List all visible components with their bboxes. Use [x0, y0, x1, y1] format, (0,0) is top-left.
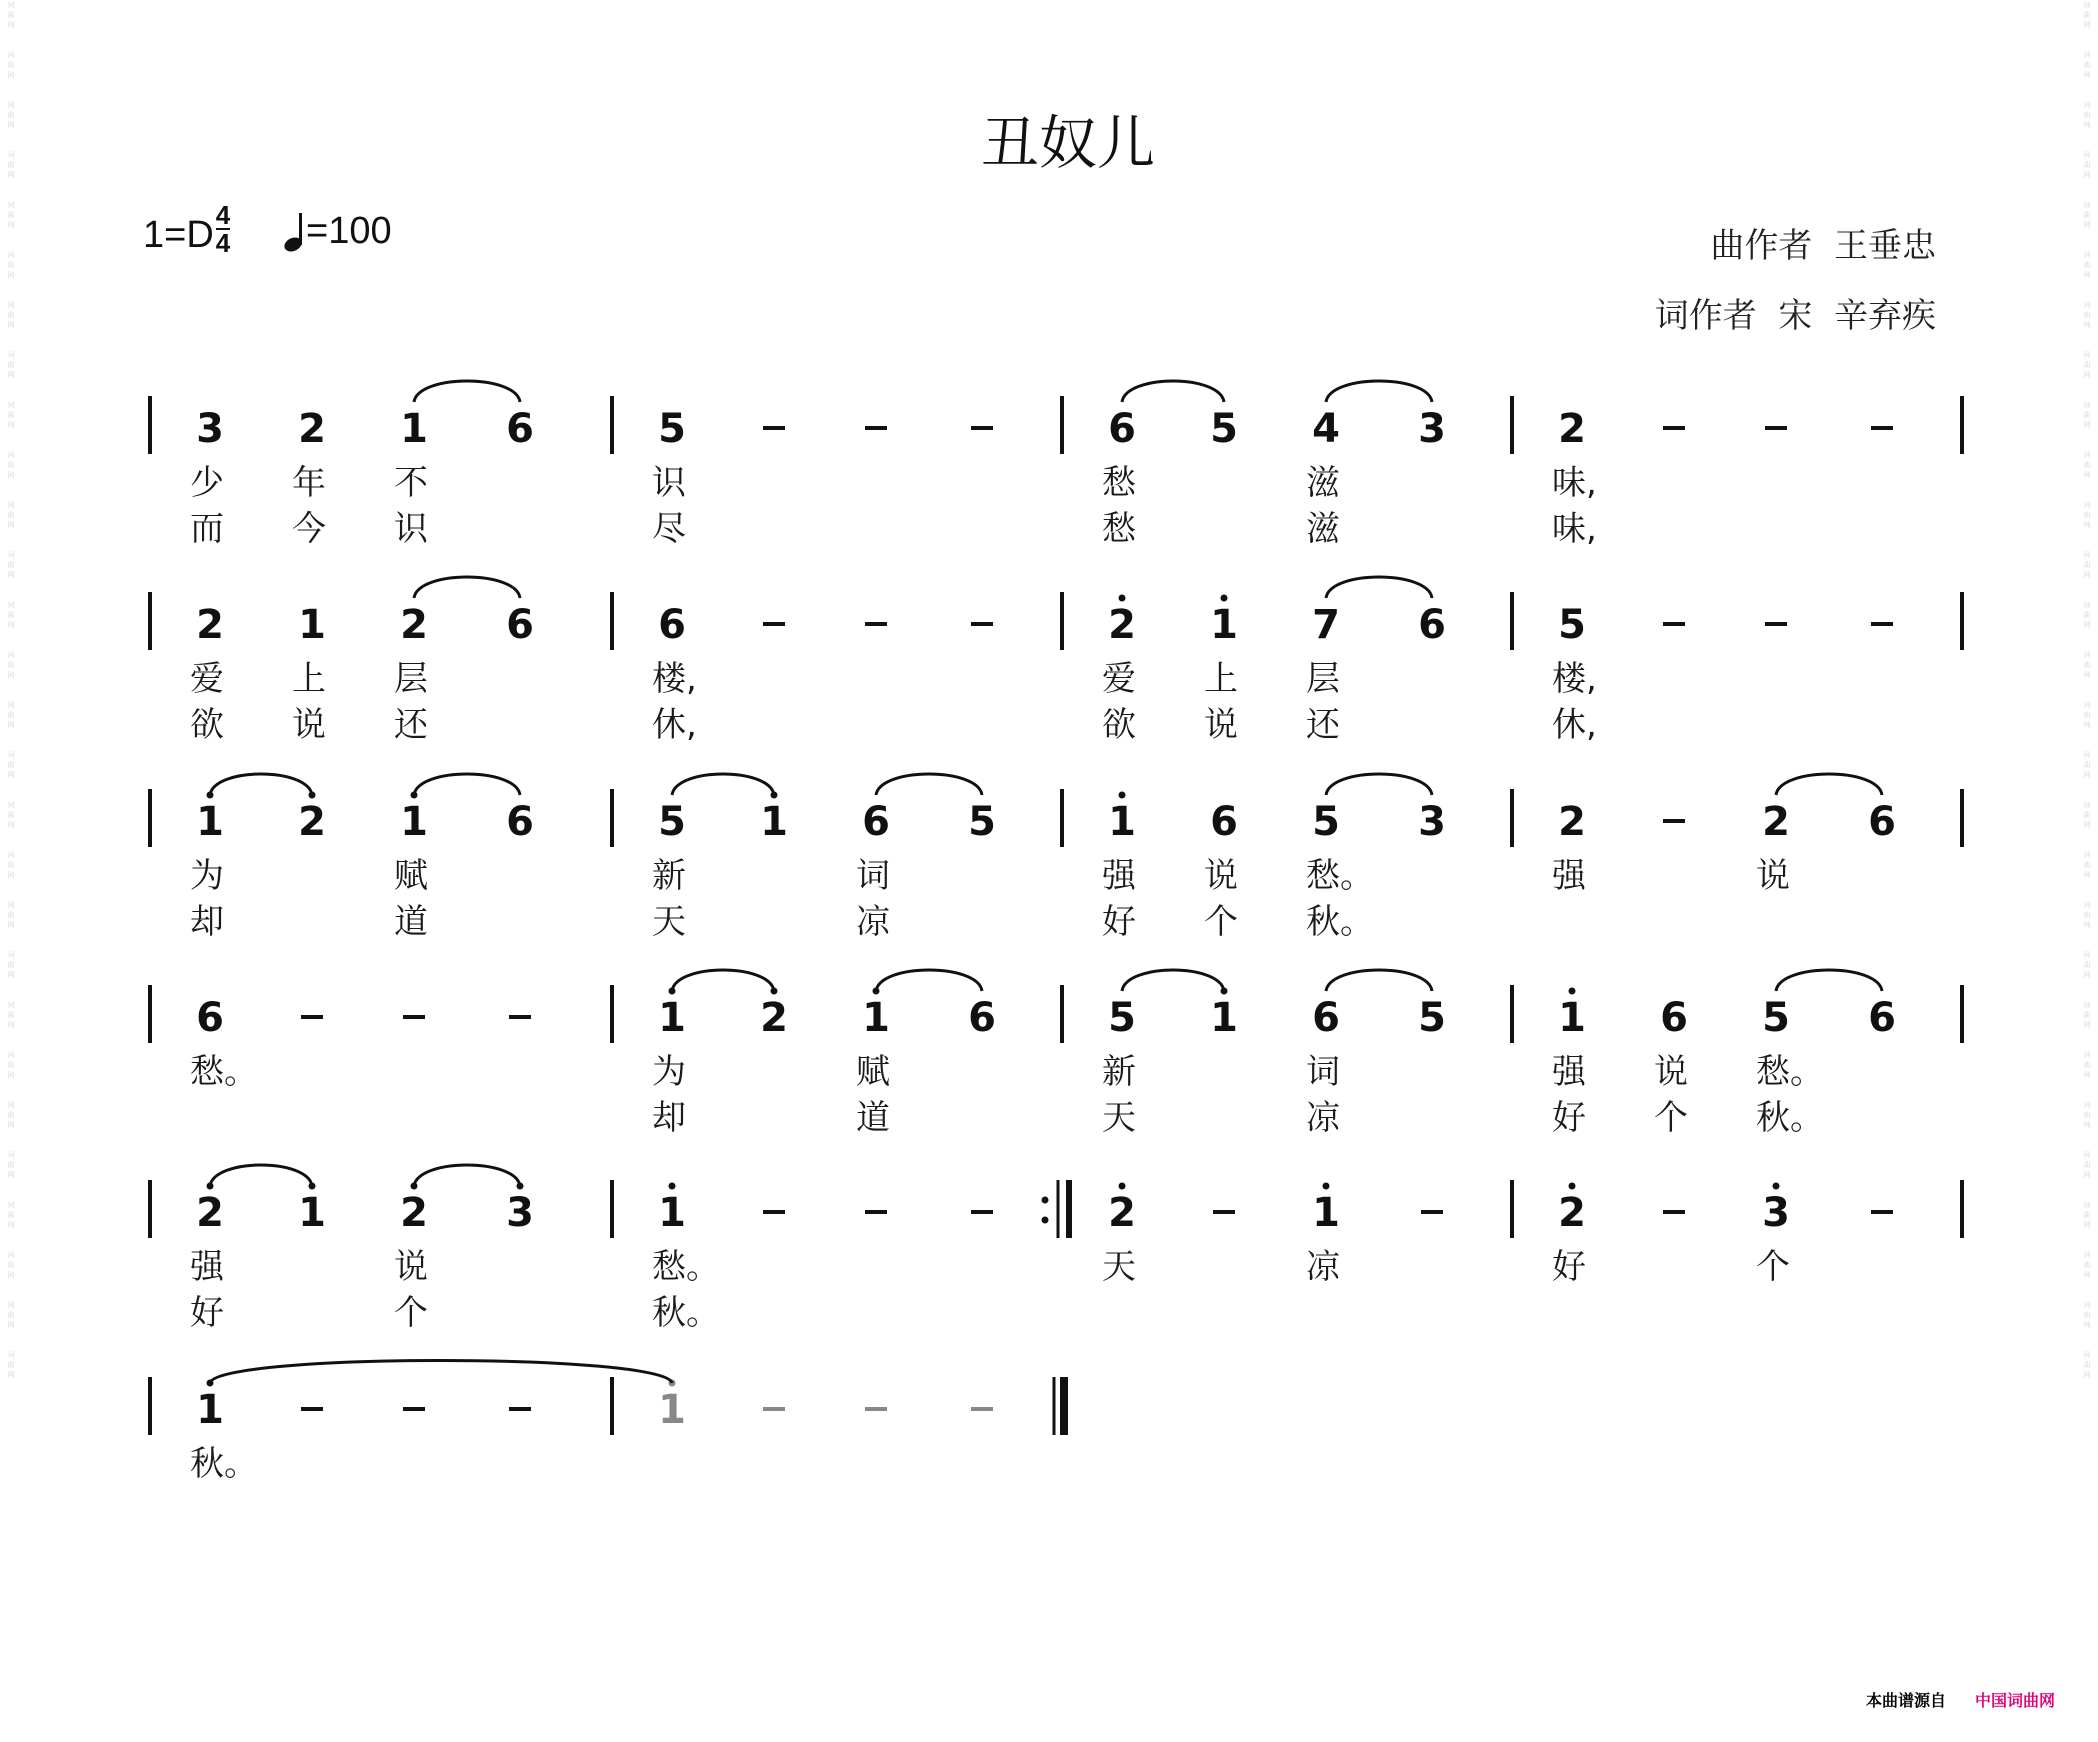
note-digit: 6: [506, 406, 534, 452]
note-digit: 6: [968, 995, 996, 1041]
lyric-char: 好: [1552, 1098, 1586, 1138]
note-digit: 1: [658, 1387, 686, 1433]
octave-dot-high: [669, 1183, 676, 1190]
note-digit: 6: [862, 799, 890, 845]
note-digit: 6: [1660, 995, 1688, 1041]
note-digit: 2: [1558, 799, 1586, 845]
lyric-char: 道: [856, 1098, 890, 1138]
note-digit: 1: [298, 1190, 326, 1236]
lyric-char: 为: [652, 1052, 686, 1092]
lyric-char: 少: [190, 463, 224, 503]
octave-dot-high: [1569, 1183, 1576, 1190]
lyric-char: 好: [1552, 1247, 1586, 1287]
lyric-char: 层: [394, 659, 428, 699]
note-digit: 2: [1762, 799, 1790, 845]
note-digit: 1: [196, 799, 224, 845]
note-digit: 5: [658, 799, 686, 845]
lyric-char: 秋。: [190, 1444, 258, 1484]
octave-dot-high: [1569, 988, 1576, 995]
note-digit: 5: [658, 406, 686, 452]
note-digit: 3: [1418, 799, 1446, 845]
lyric-char: 识: [652, 463, 686, 503]
footer-site: 中国词曲网: [1975, 1691, 2056, 1710]
slur-arc: [414, 774, 520, 795]
note-digit: 5: [968, 799, 996, 845]
lyric-char: 味,: [1552, 463, 1597, 503]
lyric-char: 识: [394, 509, 428, 549]
lyric-char: 新: [652, 856, 686, 896]
repeat-dot: [1042, 1217, 1049, 1224]
octave-dot-high: [1119, 792, 1126, 799]
lyric-char: 还: [394, 705, 428, 745]
note-digit: 1: [1108, 799, 1136, 845]
lyric-char: 而: [190, 509, 224, 549]
lyric-char: 赋: [856, 1052, 890, 1092]
lyric-char: 凉: [856, 902, 890, 942]
final-barline-thick: [1060, 1377, 1068, 1435]
note-digit: 5: [1418, 995, 1446, 1041]
tie-arc: [210, 1361, 672, 1384]
lyric-char: 欲: [190, 705, 224, 745]
lyric-char: 强: [1552, 856, 1586, 896]
note-digit: 1: [658, 995, 686, 1041]
lyric-char: 为: [190, 856, 224, 896]
lyric-char: 愁: [1102, 509, 1136, 549]
note-digit: 3: [506, 1190, 534, 1236]
lyric-char: 楼,: [652, 659, 697, 699]
lyric-char: 层: [1306, 659, 1340, 699]
slur-arc: [1326, 381, 1432, 402]
page-title: 丑奴儿: [980, 109, 1155, 177]
lyric-char: 天: [652, 902, 686, 942]
note-digit: 1: [400, 406, 428, 452]
lyric-char: 楼,: [1552, 659, 1597, 699]
note-digit: 1: [1558, 995, 1586, 1041]
note-digit: 2: [298, 406, 326, 452]
slur-arc: [672, 774, 774, 795]
note-digit: 2: [1558, 1190, 1586, 1236]
lyric-char: 个: [1654, 1098, 1688, 1138]
lyric-char: 强: [190, 1247, 224, 1287]
footer-source: 本曲谱源自: [1866, 1691, 1947, 1710]
lyric-char: 强: [1102, 856, 1136, 896]
lyric-char: 强: [1552, 1052, 1586, 1092]
note-digit: 2: [298, 799, 326, 845]
lyric-char: 凉: [1306, 1247, 1340, 1287]
octave-dot-high: [1221, 595, 1228, 602]
note-digit: 4: [1312, 406, 1340, 452]
note-digit: 6: [196, 995, 224, 1041]
lyric-char: 却: [190, 902, 224, 942]
octave-dot-high: [1323, 1183, 1330, 1190]
note-digit: 7: [1312, 602, 1340, 648]
note-digit: 6: [1312, 995, 1340, 1041]
slur-arc: [876, 970, 982, 991]
note-digit: 1: [658, 1190, 686, 1236]
lyric-char: 说: [1756, 856, 1790, 896]
slur-arc: [876, 774, 982, 795]
note-digit: 2: [196, 602, 224, 648]
lyric-char: 秋。: [1756, 1098, 1824, 1138]
lyric-char: 愁: [1102, 463, 1136, 503]
key: 1=D: [143, 214, 214, 257]
note-digit: 1: [1210, 602, 1238, 648]
slur-arc: [414, 381, 520, 402]
octave-dot-high: [1119, 595, 1126, 602]
note-digit: 6: [1418, 602, 1446, 648]
lyric-char: 好: [190, 1293, 224, 1333]
slur-arc: [672, 970, 774, 991]
edge-mark: 词 曲 网 词 曲 网 词 曲 网 词 曲 网 词 曲 网 词 曲 网 词 曲 网 词 曲 网 词 曲 网 词 曲 网 词 曲 网 词 曲 网 词 曲 网 词 曲 网 词 曲 网 词 曲 网 词 曲 网 词 曲 网 词 曲 网 词 曲 网 词 曲 网 词 曲 网 词 曲 网 词 曲 网 词 曲 网 词 曲 网 词 曲 网 词 曲 网: [2083, 1, 2091, 1379]
note-digit: 5: [1558, 602, 1586, 648]
lyric-char: 欲: [1102, 705, 1136, 745]
lyric-char: 说: [394, 1247, 428, 1287]
note-digit: 6: [506, 602, 534, 648]
lyric-char: 说: [1204, 856, 1238, 896]
slur-arc: [210, 774, 312, 795]
note-digit: 5: [1108, 995, 1136, 1041]
tempo-value: =100: [306, 210, 392, 252]
note-digit: 6: [1868, 995, 1896, 1041]
slur-arc: [1326, 970, 1432, 991]
lyric-char: 上: [292, 659, 326, 699]
time-sig-bottom: 4: [215, 228, 231, 258]
lyric-char: 个: [394, 1293, 428, 1333]
lyric-char: 愁。: [1306, 856, 1374, 896]
note-digit: 1: [760, 799, 788, 845]
lyric-char: 年: [292, 463, 326, 503]
lyric-char: 词: [1306, 1052, 1340, 1092]
composer-name: 王垂忠: [1834, 226, 1936, 266]
note-digit: 1: [196, 1387, 224, 1433]
lyric-char: 词: [856, 856, 890, 896]
slur-arc: [1776, 970, 1882, 991]
lyric-char: 滋: [1306, 463, 1340, 503]
lyricist-name: 宋 辛弃疾: [1778, 296, 1936, 336]
lyric-char: 却: [652, 1098, 686, 1138]
slur-arc: [1776, 774, 1882, 795]
note-digit: 2: [400, 1190, 428, 1236]
octave-dot-high: [1119, 1183, 1126, 1190]
lyric-char: 味,: [1552, 509, 1597, 549]
note-digit: 2: [760, 995, 788, 1041]
note-digit: 3: [1418, 406, 1446, 452]
note-digit: 6: [1868, 799, 1896, 845]
note-digit: 1: [1210, 995, 1238, 1041]
lyric-char: 爱: [190, 659, 224, 699]
note-digit: 3: [1762, 1190, 1790, 1236]
lyric-char: 个: [1756, 1247, 1790, 1287]
note-digit: 2: [1108, 602, 1136, 648]
note-digit: 5: [1312, 799, 1340, 845]
note-digit: 5: [1210, 406, 1238, 452]
lyric-char: 个: [1204, 902, 1238, 942]
note-digit: 1: [400, 799, 428, 845]
note-digit: 6: [1108, 406, 1136, 452]
lyric-char: 还: [1306, 705, 1340, 745]
lyric-char: 滋: [1306, 509, 1340, 549]
note-digit: 5: [1762, 995, 1790, 1041]
time-sig-top: 4: [215, 200, 231, 230]
lyric-char: 秋。: [1306, 902, 1374, 942]
lyric-char: 不: [394, 463, 428, 503]
lyric-char: 秋。: [652, 1293, 720, 1333]
note-digit: 2: [1108, 1190, 1136, 1236]
lyric-char: 天: [1102, 1098, 1136, 1138]
lyric-char: 今: [292, 509, 326, 549]
note-digit: 6: [506, 799, 534, 845]
note-digit: 2: [400, 602, 428, 648]
repeat-barline-thick: [1066, 1180, 1072, 1238]
note-digit: 6: [1210, 799, 1238, 845]
slur-arc: [1326, 774, 1432, 795]
lyric-char: 上: [1204, 659, 1238, 699]
slur-arc: [1326, 577, 1432, 598]
note-digit: 2: [196, 1190, 224, 1236]
slur-arc: [414, 577, 520, 598]
lyric-char: 凉: [1306, 1098, 1340, 1138]
lyric-char: 说: [1204, 705, 1238, 745]
lyric-char: 尽: [652, 509, 686, 549]
lyricist-label: 词作者: [1654, 296, 1757, 336]
lyric-char: 说: [1654, 1052, 1688, 1092]
slur-arc: [1122, 970, 1224, 991]
slur-arc: [1122, 381, 1224, 402]
lyric-char: 好: [1102, 902, 1136, 942]
note-digit: 1: [862, 995, 890, 1041]
octave-dot-high: [1773, 1183, 1780, 1190]
edge-mark: 词 曲 网 词 曲 网 词 曲 网 词 曲 网 词 曲 网 词 曲 网 词 曲 网 词 曲 网 词 曲 网 词 曲 网 词 曲 网 词 曲 网 词 曲 网 词 曲 网 词 曲 网 词 曲 网 词 曲 网 词 曲 网 词 曲 网 词 曲 网 词 曲 网 词 曲 网 词 曲 网 词 曲 网 词 曲 网 词 曲 网 词 曲 网 词 曲 网: [7, 1, 15, 1379]
lyric-char: 愁。: [652, 1247, 720, 1287]
slur-arc: [210, 1165, 312, 1186]
lyric-char: 愁。: [190, 1052, 258, 1092]
note-digit: 1: [298, 602, 326, 648]
note-digit: 1: [1312, 1190, 1340, 1236]
lyric-char: 休,: [652, 705, 697, 745]
lyric-char: 休,: [1552, 705, 1597, 745]
lyric-char: 新: [1102, 1052, 1136, 1092]
note-digit: 2: [1558, 406, 1586, 452]
slur-arc: [414, 1165, 520, 1186]
lyric-char: 愁。: [1756, 1052, 1824, 1092]
repeat-dot: [1042, 1197, 1049, 1204]
composer-label: 曲作者: [1710, 226, 1813, 266]
lyric-char: 爱: [1102, 659, 1136, 699]
note-digit: 3: [196, 406, 224, 452]
lyric-char: 赋: [394, 856, 428, 896]
lyric-char: 天: [1102, 1247, 1136, 1287]
note-digit: 6: [658, 602, 686, 648]
lyric-char: 说: [292, 705, 326, 745]
lyric-char: 道: [394, 902, 428, 942]
